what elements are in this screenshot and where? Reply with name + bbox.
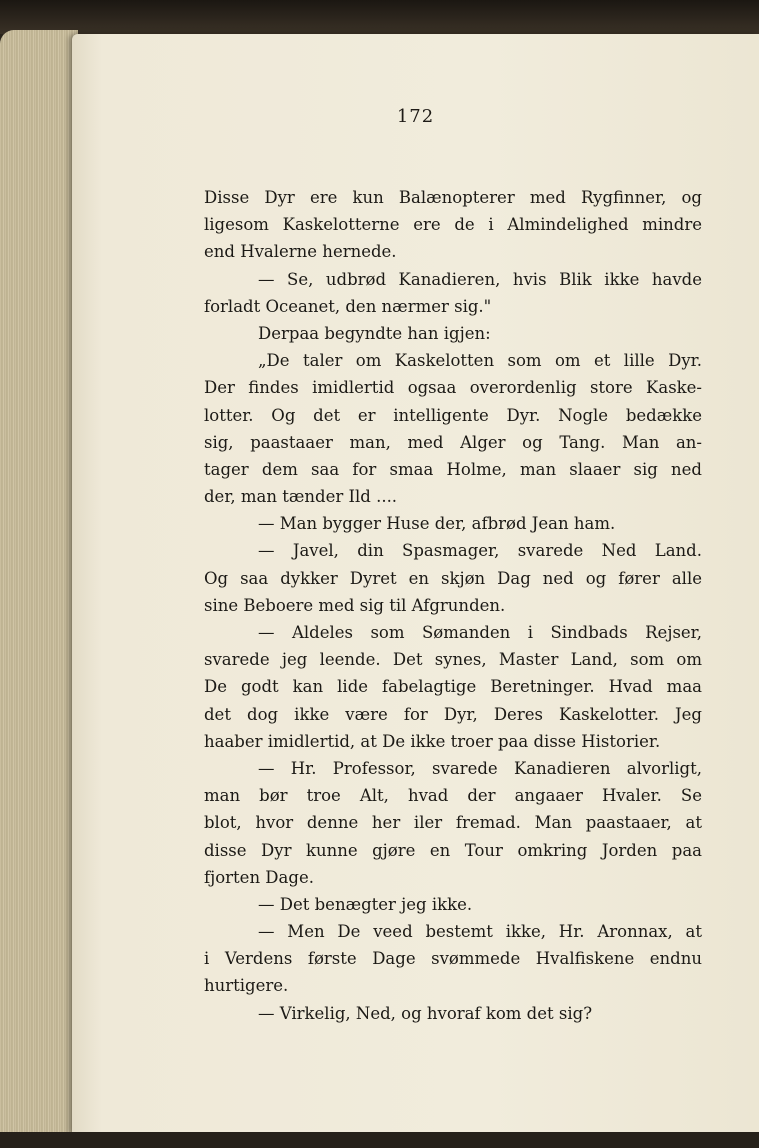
text-line: — Javel, din Spasmager, svarede Ned Land.: [258, 541, 702, 561]
text-line: det dog ikke være for Dyr, Deres Kaskelotter. Jeg: [204, 704, 702, 724]
text-line: — Aldeles som Sømanden i Sindbads Rejser,: [258, 623, 702, 642]
book-page-edges: [0, 30, 78, 1148]
book-page: [72, 34, 759, 1134]
text-line: — Man bygger Huse der, afbrød Jean ham.: [258, 514, 616, 534]
text-line: end Hvalerne hernede.: [204, 242, 397, 262]
text-line: svarede jeg leende. Det synes, Master Land, som om: [204, 650, 702, 670]
text-line: i Verdens første Dage svømmede Hvalfiskene endnu: [204, 949, 702, 969]
text-line: Derpaa begyndte han igjen:: [258, 323, 491, 343]
text-line: man bør troe Alt, hvad der angaaer Hvaler. Se: [204, 786, 702, 806]
book-bottom-shadow: [0, 1132, 759, 1148]
text-line: der, man tænder Ild ....: [204, 487, 398, 507]
text-line: sig, paastaaer man, med Alger og Tang. Man an-: [204, 432, 702, 452]
text-line: — Det benægter jeg ikke.: [258, 894, 473, 914]
text-line: blot, hvor denne her iler fremad. Man paastaaer, at: [204, 813, 702, 833]
body-text: [204, 184, 702, 1027]
text-line: Og saa dykker Dyret en skjøn Dag ned og fører alle: [204, 568, 702, 588]
text-line: — Se, udbrød Kanadieren, hvis Blik ikke havde: [258, 269, 702, 289]
text-line: „De taler om Kaskelotten som om et lille Dyr.: [258, 351, 702, 371]
text-line: lotter. Og det er intelligente Dyr. Nogle bedække: [204, 405, 702, 425]
page-number: 172: [396, 106, 435, 127]
text-line: De godt kan lide fabelagtige Beretninger. Hvad maa: [204, 677, 702, 697]
text-line: — Virkelig, Ned, og hvoraf kom det sig?: [258, 1003, 593, 1023]
text-line: tager dem saa for smaa Holme, man slaaer sig ned: [204, 459, 702, 479]
text-line: forladt Oceanet, den nærmer sig.": [204, 296, 492, 316]
text-line: hurtigere.: [204, 976, 289, 996]
text-line: ligesom Kaskelotterne ere de i Almindelighed mindre: [204, 215, 702, 235]
text-line: disse Dyr kunne gjøre en Tour omkring Jorden paa: [204, 840, 702, 860]
text-line: — Men De veed bestemt ikke, Hr. Aronnax, at: [258, 922, 702, 942]
text-line: fjorten Dage.: [204, 867, 314, 887]
text-line: Der findes imidlertid ogsaa overordenlig store Kaske-: [204, 378, 702, 398]
text-line: haaber imidlertid, at De ikke troer paa disse Historier.: [204, 731, 661, 751]
book-top-shadow: [0, 0, 759, 34]
text-line: Disse Dyr ere kun Balænopterer med Rygfinner, og: [204, 188, 702, 207]
text-line: sine Beboere med sig til Afgrunden.: [204, 595, 506, 615]
text-line: — Hr. Professor, svarede Kanadieren alvorligt,: [258, 758, 702, 778]
